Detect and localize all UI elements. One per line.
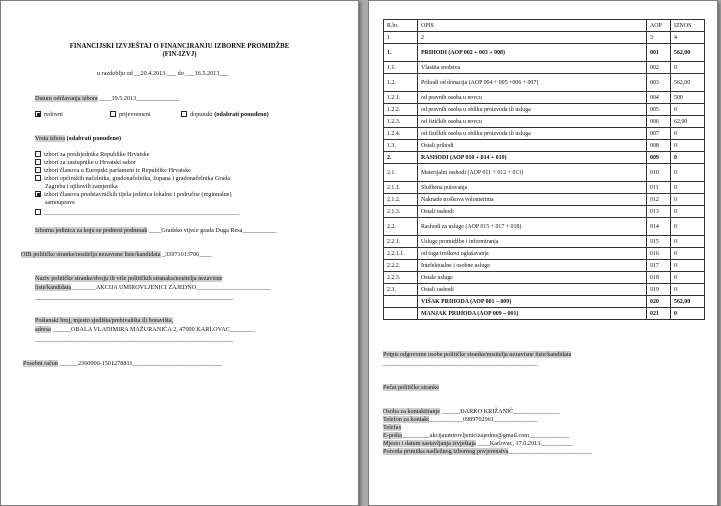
cell-opis: Naknade troškova volonterima — [418, 194, 647, 206]
table-row — [384, 296, 705, 308]
cell-iznos: 562,00 — [671, 44, 705, 62]
cell-rbr: 2.2.3. — [384, 272, 418, 284]
col-header-rbr: R.br. — [384, 20, 418, 32]
cell-aop: 005 — [647, 104, 671, 116]
cell-iznos: 0 — [671, 248, 705, 260]
signature-line: __________________________________________________ — [383, 360, 538, 367]
cell-iznos: 0 — [671, 272, 705, 284]
party-line: ________________________________________________________________ — [35, 294, 233, 301]
cell-rbr: 2.2.1.1. — [384, 248, 418, 260]
type-local-councils-cont: samouprave — [45, 199, 75, 206]
checkbox-icon[interactable] — [35, 209, 41, 215]
cell-rbr: 1. — [384, 44, 418, 62]
email-label: E-pošta — [383, 432, 402, 439]
col-header-iznos: IZNOS — [671, 20, 705, 32]
contact-value: ______DARKO KRIŽANIĆ_______________ — [440, 408, 560, 415]
table-row — [384, 92, 705, 104]
col-header-opis: OPIS — [418, 20, 647, 32]
cell-rbr: 1.2.3. — [384, 116, 418, 128]
election-date-row — [35, 95, 180, 103]
table-row — [384, 44, 705, 62]
table-row — [384, 62, 705, 74]
cell-opis: Ostali prihodi — [418, 140, 647, 152]
cell-opis: PRIHODI (AOP 002 + 003 + 008) — [418, 44, 647, 62]
table-row — [384, 74, 705, 92]
report-body — [384, 32, 705, 320]
cell-iznos: 0 — [671, 194, 705, 206]
cell-iznos: 0 — [671, 104, 705, 116]
cell-aop: 008 — [647, 140, 671, 152]
email-value: _________akcijaumirovljenicizajedno@gmail.com_____________ — [401, 432, 570, 439]
fax-label: Telefax — [383, 424, 402, 431]
checkbox-icon[interactable] — [35, 167, 41, 173]
checkbox-icon[interactable] — [35, 175, 41, 181]
round-regular[interactable]: redovni — [35, 111, 63, 119]
cell-iznos: 562,00 — [671, 296, 705, 308]
oib-row — [21, 251, 212, 259]
election-date-label: Datum održavanja izbora — [35, 95, 98, 102]
cell-rbr: 2.2.1. — [384, 236, 418, 248]
account-row — [23, 360, 222, 368]
cell-iznos: 62,00 — [671, 116, 705, 128]
table-row — [384, 272, 705, 284]
cell-rbr: 2.2. — [384, 218, 418, 236]
financial-report-table — [383, 19, 705, 320]
cell-rbr: 1.2. — [384, 74, 418, 92]
cell-rbr: 2.1. — [384, 164, 418, 182]
cell-rbr — [384, 296, 418, 308]
place-value: ____Karlovac, 17.6.2013.__________ — [475, 440, 573, 447]
cell-aop: 004 — [647, 92, 671, 104]
cell-aop: 002 — [647, 62, 671, 74]
cell-opis: Rashodi za usluge (AOP 015 + 017 + 018) — [418, 218, 647, 236]
table-row — [384, 116, 705, 128]
table-row — [384, 218, 705, 236]
checkbox-checked-icon[interactable] — [35, 191, 41, 197]
cell-aop: 3 — [647, 32, 671, 44]
cell-opis: Intelektualne i osobne usluge — [418, 260, 647, 272]
cell-iznos: 0 — [671, 140, 705, 152]
cell-opis: Ostali rashodi — [418, 206, 647, 218]
party-label: liste/kandidata — [35, 284, 72, 291]
electoral-unit-label: Izborna jedinica za koju se podnosi podnesak — [35, 227, 148, 234]
round-supplementary[interactable]: dopunski (odabrati ponuđeno) — [181, 111, 269, 119]
cell-aop: 013 — [647, 206, 671, 218]
table-row — [384, 194, 705, 206]
cell-aop: 014 — [647, 218, 671, 236]
election-date-value: ____19.5.2013______________ — [97, 95, 180, 102]
cell-rbr: 2.2.2. — [384, 260, 418, 272]
form-title: FINANCIJSKI IZVJEŠTAJ O FINANCIRANJU IZBORNE PROMIDŽBE — [69, 43, 290, 50]
place-label: Mjesto i datum sastavljanja izvještaja — [383, 440, 476, 447]
checkbox-icon[interactable] — [35, 151, 41, 157]
cell-opis: MANJAK PRIHODA (AOP 009 – 001) — [418, 308, 647, 320]
type-eu-parliament[interactable]: izbori članova u Europski parlament iz Republike Hrvatske — [35, 167, 191, 175]
cell-iznos: 0 — [671, 308, 705, 320]
form-subtitle: (FIN-IZVJ) — [162, 51, 197, 58]
oib-value: _33971013706____ — [160, 251, 212, 258]
cell-opis: 2 — [418, 32, 647, 44]
cell-rbr — [384, 308, 418, 320]
table-row — [384, 164, 705, 182]
checkbox-icon[interactable] — [181, 111, 187, 117]
cell-opis: Ostali rashodi — [418, 284, 647, 296]
phone-label: Telefon za kontakt — [383, 416, 429, 423]
cell-iznos: 0 — [671, 164, 705, 182]
cell-iznos: 0 — [671, 260, 705, 272]
cell-aop: 017 — [647, 260, 671, 272]
type-local-councils[interactable]: izbori članova predstavničkih tijela jedinica lokalne i područne (regionalne) — [35, 191, 232, 199]
receipt-value: ___________________________ — [508, 448, 592, 455]
form-page-1 — [0, 0, 359, 506]
cell-aop: 020 — [647, 296, 671, 308]
table-row — [384, 284, 705, 296]
signature-label: Potpis odgovorne osobe političke stranke/nositelja nezavisne liste/kandidata — [383, 351, 572, 358]
checkbox-icon[interactable] — [35, 159, 41, 165]
table-row — [384, 308, 705, 320]
cell-iznos: 0 — [671, 152, 705, 164]
table-row — [384, 248, 705, 260]
cell-aop: 021 — [647, 308, 671, 320]
cell-iznos: 500 — [671, 92, 705, 104]
email-row — [383, 432, 569, 440]
cell-aop: 011 — [647, 182, 671, 194]
signature-row — [383, 351, 571, 359]
cell-aop: 001 — [647, 44, 671, 62]
place-row — [383, 440, 573, 448]
cell-rbr: 1.3. — [384, 140, 418, 152]
cell-rbr: 1.1. — [384, 62, 418, 74]
election-type-row: Vrsta izbora (odabrati ponuđeno) — [35, 135, 122, 142]
electoral-unit-row — [35, 227, 276, 235]
cell-aop: 016 — [647, 248, 671, 260]
cell-opis: Prihodi od donacija (AOP 004 + 005 +006 + 007) — [418, 74, 647, 92]
cell-rbr: 2.1.3. — [384, 206, 418, 218]
round-early[interactable]: prijevremeni — [110, 111, 151, 119]
type-other[interactable]: _______________________________________________________________ — [35, 209, 239, 217]
cell-opis: RASHODI (AOP 010 + 014 + 019) — [418, 152, 647, 164]
oib-label: OIB političke stranke/nositelja nezavisne liste/kandidata — [21, 251, 161, 258]
phone-row — [383, 416, 537, 424]
cell-iznos: 0 — [671, 284, 705, 296]
stamp-label: Pečat političke stranke — [383, 384, 440, 391]
address-label-line-1: Poštanski broj, mjesto sjedišta/prebivališta ili boravišta, — [35, 317, 173, 324]
cell-opis: Ostale usluge — [418, 272, 647, 284]
cell-rbr: 1.2.4. — [384, 128, 418, 140]
receipt-row — [383, 448, 592, 456]
cell-iznos: 4 — [671, 32, 705, 44]
fax-row — [383, 424, 401, 432]
table-row — [384, 140, 705, 152]
reporting-period: u razdoblju od __20.4.2013.___ do ___16.5.2013___ — [97, 70, 229, 77]
party-row — [35, 284, 270, 292]
table-row — [384, 206, 705, 218]
cell-rbr: 2.1.2. — [384, 194, 418, 206]
cell-opis: Službena putovanja — [418, 182, 647, 194]
receipt-label: Potvrda primitka nadležnog izbornog povjerenstva — [383, 448, 509, 455]
cell-iznos: 0 — [671, 62, 705, 74]
address-row — [35, 326, 255, 334]
cell-aop: 006 — [647, 116, 671, 128]
cell-iznos: 0 — [671, 236, 705, 248]
col-header-aop: AOP — [647, 20, 671, 32]
cell-opis: od toga troškovi oglašavanja — [418, 248, 647, 260]
contact-label: Osoba za kontaktiranje — [383, 408, 441, 415]
cell-aop: 019 — [647, 284, 671, 296]
cell-iznos: 0 — [671, 182, 705, 194]
type-mayors-cont: Zagreba i njihovih zamjenika — [45, 183, 118, 190]
table-row — [384, 152, 705, 164]
address-line: ________________________________________________________________ — [35, 336, 233, 343]
form-page-2 — [368, 0, 718, 506]
stamp-row — [383, 384, 439, 392]
cell-rbr: 2.1.1. — [384, 182, 418, 194]
cell-opis: Vlastita sredstva — [418, 62, 647, 74]
cell-aop: 009 — [647, 152, 671, 164]
table-row — [384, 260, 705, 272]
cell-aop: 015 — [647, 236, 671, 248]
cell-aop: 007 — [647, 128, 671, 140]
cell-rbr: 1.2.2. — [384, 104, 418, 116]
cell-rbr: 2.3. — [384, 284, 418, 296]
account-value: ______2360000-1501278811_____________________________ — [57, 360, 223, 367]
contact-row — [383, 408, 560, 416]
cell-aop: 003 — [647, 74, 671, 92]
party-label-line-1: Naziv političke stranke/dvoju ili više političkih stranaka/nositelja nezavisne — [35, 275, 223, 282]
cell-iznos: 0 — [671, 206, 705, 218]
address-value: ______OBALA VLADIMIRA MAŽURANIĆA 2, 47000 KARLOVAC________ — [50, 326, 255, 333]
electoral-unit-value: ____Gradsko vijeće grada Duga Resa___________ — [147, 227, 277, 234]
checkbox-checked-icon[interactable] — [35, 111, 41, 117]
cell-aop: 012 — [647, 194, 671, 206]
phone-value: ___________0989702961______________ — [428, 416, 538, 423]
table-row — [384, 128, 705, 140]
table-row — [384, 182, 705, 194]
cell-iznos: 562,00 — [671, 74, 705, 92]
type-president[interactable]: izbori za predsjednika Republike Hrvatske — [35, 151, 150, 159]
party-value: ________AKCIJA UMIROVLJENICI ZAJEDNO________________________ — [71, 284, 271, 291]
table-row — [384, 104, 705, 116]
cell-rbr: 2. — [384, 152, 418, 164]
cell-rbr: 1.2.1. — [384, 92, 418, 104]
cell-opis: Usluge promidžbe i informiranja — [418, 236, 647, 248]
cell-opis: VIŠAK PRIHODA (AOP 001 – 009) — [418, 296, 647, 308]
cell-opis: Materijalni rashodi (AOP 011 + 012 + 013) — [418, 164, 647, 182]
cell-opis: od fizičkih osoba u novcu — [418, 116, 647, 128]
cell-iznos: 0 — [671, 128, 705, 140]
account-label: Posebni račun — [23, 360, 58, 367]
table-row — [384, 32, 705, 44]
cell-opis: od fizičkih osoba u obliku proizvoda ili usluga — [418, 128, 647, 140]
cell-aop: 018 — [647, 272, 671, 284]
election-type-label: Vrsta izbora — [35, 135, 66, 142]
cell-iznos: 0 — [671, 218, 705, 236]
cell-aop: 010 — [647, 164, 671, 182]
table-row — [384, 236, 705, 248]
type-mayors[interactable]: izbori općinskih načelnika, gradonačelnika, župana i gradonačelnika Grada — [35, 175, 230, 183]
type-parliament[interactable]: izbori za zastupnike u Hrvatski sabor — [35, 159, 136, 167]
cell-rbr: 1 — [384, 32, 418, 44]
cell-opis: od pravnih osoba u novcu — [418, 92, 647, 104]
address-label: adresa — [35, 326, 51, 333]
cell-opis: od pravnih osoba u obliku proizvoda ili usluga — [418, 104, 647, 116]
checkbox-icon[interactable] — [110, 111, 116, 117]
